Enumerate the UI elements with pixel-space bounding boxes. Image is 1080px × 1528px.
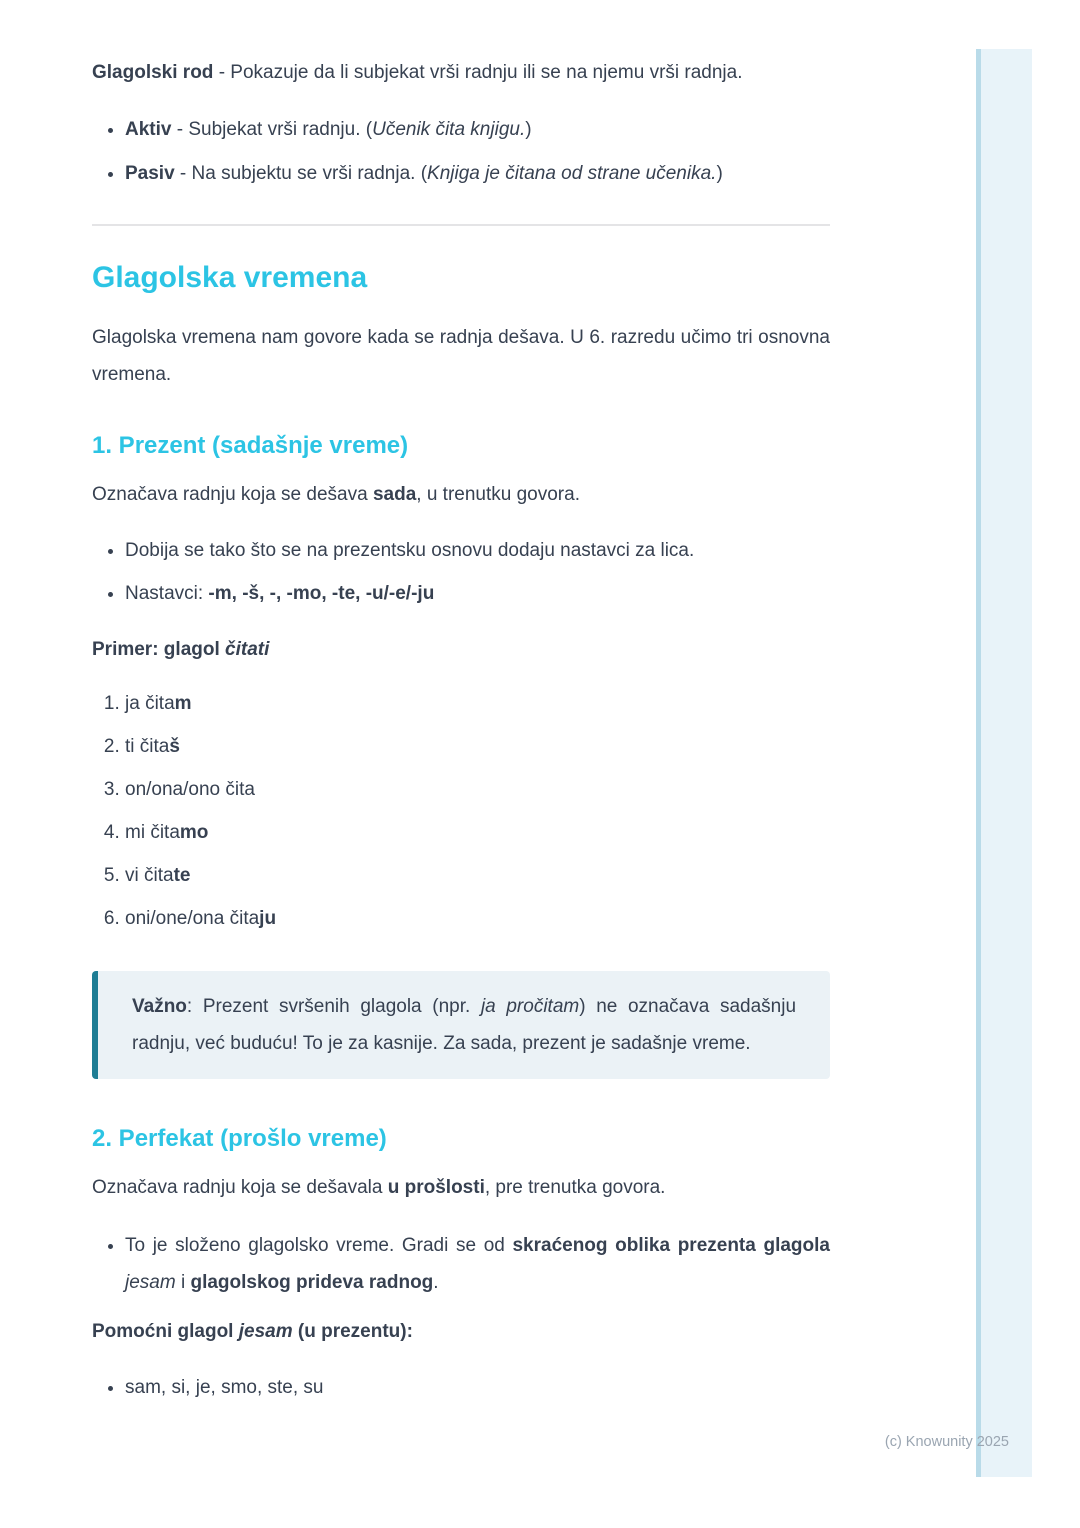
page-margin-strip bbox=[976, 49, 1032, 1477]
important-callout bbox=[92, 971, 830, 1079]
subsection-title-perfekat: 2. Perfekat (prošlo vreme) bbox=[92, 1125, 387, 1152]
prezent-definition: Označava radnju koja se dešava sada, u trenutku govora. bbox=[92, 484, 580, 505]
section-divider bbox=[92, 224, 830, 226]
perfekat-definition: Označava radnju koja se dešavala u prošlosti, pre trenutka govora. bbox=[92, 1177, 666, 1198]
subsection-title-prezent: 1. Prezent (sadašnje vreme) bbox=[92, 432, 409, 459]
conjugation-item: 4. mi čitamo bbox=[125, 818, 830, 847]
conjugation-item: 1. ja čitam bbox=[125, 689, 830, 718]
document-content bbox=[92, 48, 830, 1402]
list-item: • Pasiv - Na subjektu se vrši radnja. (Knjiga je čitana od strane učenika.) bbox=[125, 159, 830, 188]
list-item: • To je složeno glagolsko vreme. Gradi se od skraćenog oblika prezenta glagola jesam i glagolskog prideva radnog. bbox=[125, 1227, 830, 1301]
pomocni-glagol-list bbox=[92, 1373, 830, 1402]
conjugation-list bbox=[92, 689, 830, 933]
list-item: • Nastavci: -m, -š, -, -mo, -te, -u/-e/-ju bbox=[125, 579, 830, 608]
conjugation-item: 6. oni/one/ona čitaju bbox=[125, 904, 830, 933]
conjugation-item: 5. vi čitate bbox=[125, 861, 830, 890]
pomocni-glagol-label: Pomoćni glagol jesam (u prezentu): bbox=[92, 1321, 413, 1342]
prezent-list bbox=[92, 536, 830, 608]
perfekat-list bbox=[92, 1227, 830, 1301]
glagolski-rod-list bbox=[92, 115, 830, 188]
glagolski-rod-definition: Glagolski rod - Pokazuje da li subjekat vrši radnju ili se na njemu vrši radnja. bbox=[92, 62, 743, 83]
section-title-glagolska-vremena: Glagolska vremena bbox=[92, 261, 368, 294]
callout-text: Važno: Prezent svršenih glagola (npr. ja pročitam) ne označava sadašnju radnju, već buduću! To je za kasnije. Za sada, prezent je sadašnje vreme. bbox=[132, 996, 797, 1054]
conjugation-item: 2. ti čitaš bbox=[125, 732, 830, 761]
copyright-watermark: (c) Knowunity 2025 bbox=[884, 1434, 1009, 1450]
list-item: • sam, si, je, smo, ste, su bbox=[125, 1373, 830, 1402]
list-item: • Aktiv - Subjekat vrši radnju. (Učenik čita knjigu.) bbox=[125, 115, 830, 144]
conjugation-item: 3. on/ona/ono čita bbox=[125, 775, 830, 804]
list-item: • Dobija se tako što se na prezentsku osnovu dodaju nastavci za lica. bbox=[125, 536, 830, 565]
glagolska-vremena-intro: Glagolska vremena nam govore kada se radnja dešava. U 6. razredu učimo tri osnovna vremena. bbox=[92, 327, 830, 385]
primer-label: Primer: glagol čitati bbox=[92, 639, 270, 660]
